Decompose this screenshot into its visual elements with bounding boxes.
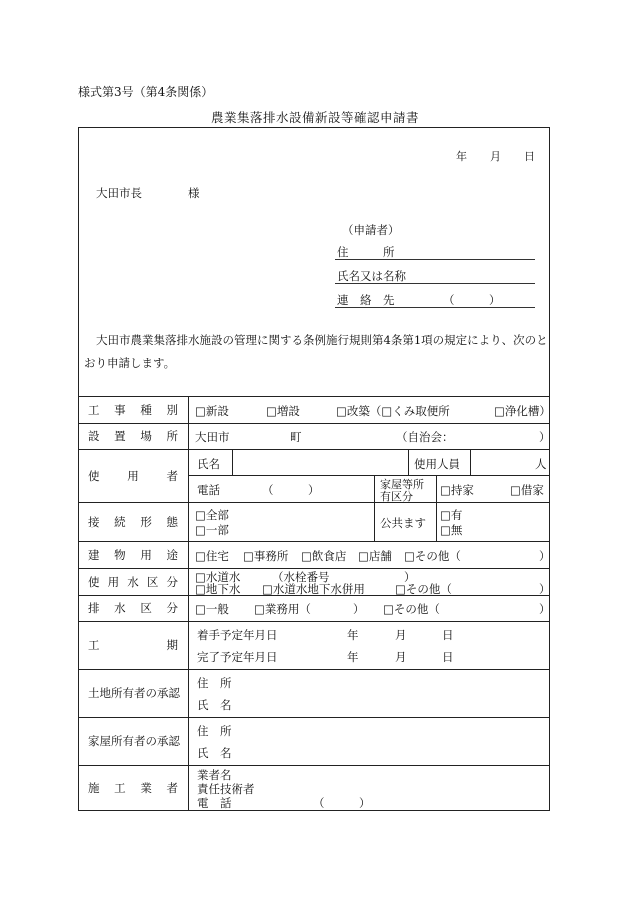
user-count-unit: 人	[535, 457, 547, 471]
body-text-line2: おり申請します。	[84, 356, 176, 370]
form-title: 農業集落排水設備新設等確認申請書	[210, 110, 419, 125]
building-use-close: ）	[539, 549, 551, 563]
checkbox-connection-part[interactable]: □一部	[195, 523, 229, 537]
label-house-owner: 家屋所有者の承認	[88, 734, 180, 748]
drain-business-close: ）	[353, 602, 365, 616]
location-city: 大田市	[195, 430, 230, 444]
label-land-owner: 土地所有者の承認	[88, 686, 180, 700]
form-number: 様式第3号（第4条関係）	[78, 85, 214, 99]
label-drainage: 排水区分	[88, 601, 178, 615]
end-day: 日	[442, 650, 454, 664]
hydrant-number-label: （水栓番号	[272, 570, 330, 584]
user-name-label: 氏名	[197, 457, 220, 471]
label-user: 使用者	[88, 468, 178, 483]
land-owner-address: 住 所	[197, 676, 232, 690]
checkbox-new[interactable]: □新設	[195, 404, 229, 418]
date-day: 日	[524, 150, 535, 163]
label-construction-type: 工事種別	[88, 402, 178, 417]
label-water-source: 使用水区分	[88, 574, 178, 589]
checkbox-drain-business[interactable]: □業務用（	[254, 602, 311, 616]
checkbox-drain-other[interactable]: □その他（	[383, 602, 440, 616]
location-town: 町	[290, 430, 302, 444]
addressee-honorific: 様	[188, 186, 200, 200]
checkbox-renovation[interactable]: □改築（□くみ取便所	[336, 404, 450, 418]
end-month: 月	[395, 650, 407, 664]
label-connection: 接続形態	[88, 514, 178, 529]
date-year: 年	[456, 150, 467, 163]
label-location: 設置場所	[88, 429, 178, 443]
location-close: ）	[539, 430, 551, 444]
hydrant-number-close: ）	[404, 570, 416, 584]
contractor-phone: 電 話	[197, 796, 232, 810]
applicant-name-line[interactable]	[335, 283, 535, 284]
checkbox-water-other[interactable]: □その他（	[395, 582, 452, 596]
checkbox-rented-house[interactable]: □借家	[510, 483, 544, 497]
user-phone-parens: （ ）	[262, 483, 320, 497]
house-owner-name: 氏 名	[197, 746, 232, 760]
start-month: 月	[395, 628, 407, 642]
applicant-contact-line[interactable]	[335, 307, 535, 308]
label-contractor: 施工業者	[88, 781, 178, 795]
end-year: 年	[347, 650, 359, 664]
label-building-use: 建物用途	[88, 547, 178, 562]
applicant-contact-label: 連 絡 先	[337, 293, 395, 307]
checkbox-use-other[interactable]: □その他（	[404, 549, 461, 563]
checkbox-basin-yes[interactable]: □有	[440, 508, 463, 522]
user-count-label: 使用人員	[414, 457, 460, 471]
applicant-name-label: 氏名又は名称	[337, 269, 406, 283]
applicant-heading: （申請者）	[342, 223, 400, 237]
water-other-close: ）	[539, 582, 551, 596]
applicant-address-label: 住 所	[337, 245, 395, 259]
checkbox-connection-all[interactable]: □全部	[195, 508, 229, 522]
end-date-label: 完了予定年月日	[197, 650, 278, 664]
contractor-engineer: 責任技術者	[197, 782, 255, 796]
start-day: 日	[442, 628, 454, 642]
applicant-address-line[interactable]	[335, 259, 535, 260]
user-phone-label: 電話	[197, 483, 220, 497]
checkbox-tap-water[interactable]: □水道水	[195, 570, 241, 584]
contractor-phone-parens: （ ）	[313, 796, 371, 810]
start-date-label: 着手予定年月日	[197, 628, 278, 642]
contractor-company: 業者名	[197, 768, 232, 782]
house-owner-address: 住 所	[197, 724, 232, 738]
checkbox-extension[interactable]: □増設	[266, 404, 300, 418]
checkbox-septic[interactable]: □浄化槽）	[494, 404, 551, 418]
label-period: 工期	[88, 638, 178, 652]
date-month: 月	[490, 150, 501, 163]
drain-other-close: ）	[539, 602, 551, 616]
public-basin-label: 公共ます	[380, 516, 426, 530]
checkbox-own-house[interactable]: □持家	[440, 483, 474, 497]
land-owner-name: 氏 名	[197, 698, 232, 712]
checkbox-basin-no[interactable]: □無	[440, 523, 463, 537]
body-text-line1: 大田市農業集落排水施設の管理に関する条例施行規則第4条第1項の規定により、次のと	[96, 333, 548, 347]
checkbox-store[interactable]: □店舗	[358, 549, 392, 563]
addressee-name: 大田市長	[96, 186, 142, 200]
house-ownership-label-2: 有区分	[380, 490, 413, 503]
location-association: （自治会：	[396, 430, 454, 444]
applicant-contact-parens: （ ）	[443, 293, 501, 307]
checkbox-groundwater[interactable]: □地下水	[195, 582, 241, 596]
checkbox-residence[interactable]: □住宅	[195, 549, 229, 563]
start-year: 年	[347, 628, 359, 642]
checkbox-drain-general[interactable]: □一般	[195, 602, 229, 616]
checkbox-restaurant[interactable]: □飲食店	[301, 549, 347, 563]
house-ownership-label-1: 家屋等所	[380, 478, 424, 491]
checkbox-office[interactable]: □事務所	[243, 549, 289, 563]
checkbox-combined-water[interactable]: □水道水地下水併用	[262, 582, 365, 596]
